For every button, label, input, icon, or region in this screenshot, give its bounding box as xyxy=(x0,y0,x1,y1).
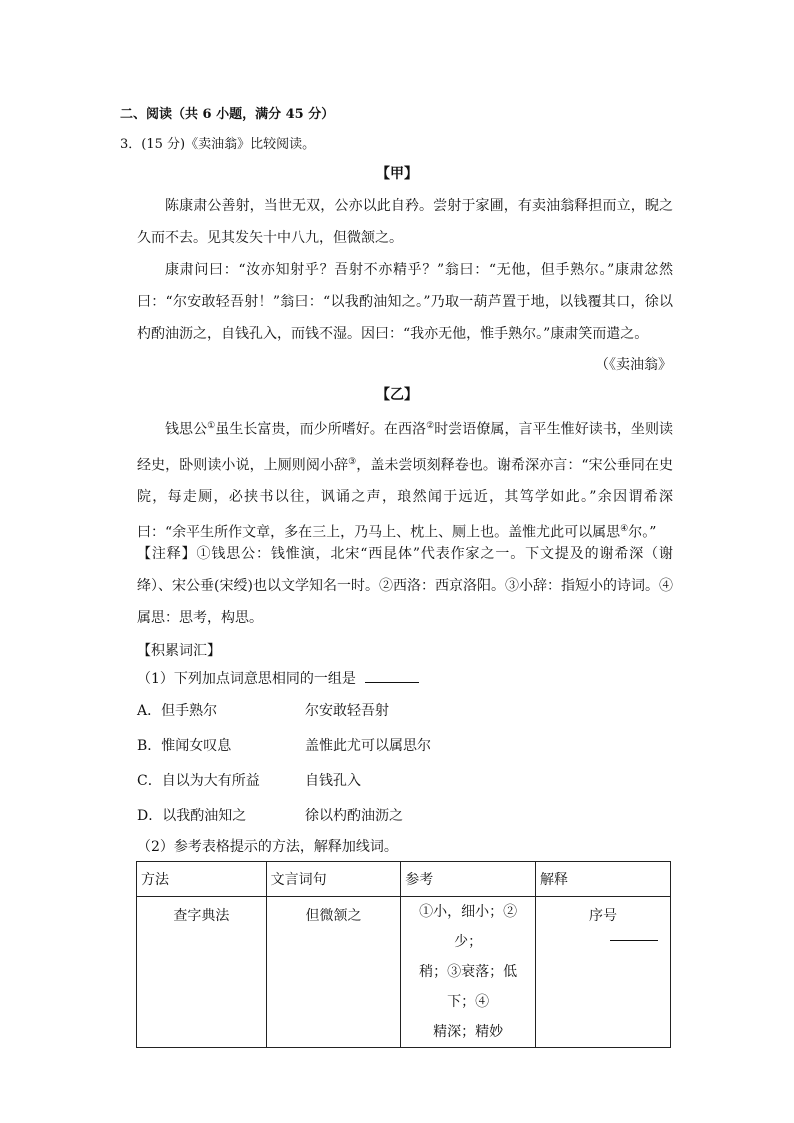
q1-option-a-pair: 尔安敢轻吾射 xyxy=(305,703,389,719)
section-title: 二、阅读（共 6 小题，满分 45 分） xyxy=(120,107,335,122)
q1-answer-blank[interactable] xyxy=(365,670,419,683)
note-marker-1: ① xyxy=(207,421,216,431)
yi-text-4: ，盖未尝顷刻释卷也。谢希深亦言：“宋公垂同在史院，每走厕，必挟书以往，讽诵之声，琅然闻于远近，其笃学如此。”余因谓希深曰：“余平生所作文章，多在三上，乃马上、枕上、厕上也。盖惟尤此可以属思 xyxy=(137,457,674,541)
q1-option-d[interactable]: D．以我酌油知之 xyxy=(137,808,247,824)
cell-reference xyxy=(401,897,536,1048)
table-row xyxy=(137,897,671,1048)
yi-text-5: 尔。” xyxy=(628,524,657,541)
answer-label: 序号 xyxy=(588,908,617,924)
q1-option-d-pair: 徐以杓酌油沥之 xyxy=(305,808,403,824)
jia-paragraph-2: 康肃问曰：“汝亦知射乎？吾射不亦精乎？”翁曰：“无他，但手熟尔。”康肃忿然曰：“尔安敢轻吾射！”翁曰：“以我酌油知之。”乃取一葫芦置于地，以钱覆其口，徐以杓酌油沥之，自钱孔入，而钱不湿。因曰：“我亦无他，惟手熟尔。”康肃笑而遣之。 xyxy=(137,262,673,342)
q1-option-b-pair: 盖惟此尤可以属思尔 xyxy=(305,738,431,754)
note-marker-2: ② xyxy=(426,421,435,431)
yi-text-3: 时尝语僚属，言平生惟好读书，坐则读经史，卧则读小说，上厕则阅小辞 xyxy=(137,421,674,474)
table-header-phrase: 文言词句 xyxy=(266,862,401,897)
table-header-method: 方法 xyxy=(137,862,267,897)
note-marker-4: ④ xyxy=(620,524,629,535)
cell-explanation xyxy=(535,897,670,1048)
q1-option-a[interactable]: A．但手熟尔 xyxy=(137,703,218,719)
annotation-note: 【注释】①钱思公：钱惟演，北宋“西昆体”代表作家之一。下文提及的谢希深（谢绛）、宋公垂(宋绶)也以文学知名一时。②西洛：西京洛阳。③小辞：指短小的诗词。④属思：思考，构思。 xyxy=(137,546,673,626)
reference-line-1: ①小，细小；②少； xyxy=(419,904,518,950)
vocab-header: 【积累词汇】 xyxy=(137,643,221,659)
reference-line-2: 稍；③衰落；低下；④ xyxy=(419,964,518,1010)
answer-blank[interactable] xyxy=(610,939,658,941)
cell-phrase: 但微颔之 xyxy=(266,897,401,1048)
table-header-reference: 参考 xyxy=(401,862,536,897)
yi-header: 【乙】 xyxy=(376,387,418,403)
cell-method: 查字典法 xyxy=(137,897,267,1048)
q2-prompt: （2）参考表格提示的方法，解释加线词。 xyxy=(137,839,398,855)
q1-option-c-pair: 自钱孔入 xyxy=(305,773,361,789)
jia-header: 【甲】 xyxy=(376,166,418,182)
jia-source: （《卖油翁》 xyxy=(595,357,672,373)
reference-line-3: 精深；精妙 xyxy=(433,1024,504,1040)
table-header-explanation: 解释 xyxy=(535,862,670,897)
table-header-row xyxy=(137,862,671,897)
q1-prompt-line xyxy=(137,668,419,688)
q1-option-c[interactable]: C．自以为大有所益 xyxy=(137,773,260,789)
note-marker-3: ③ xyxy=(348,456,357,467)
q1-option-b[interactable]: B．惟闻女叹息 xyxy=(137,738,232,754)
yi-text-2: 虽生长富贵，而少所嗜好。在西洛 xyxy=(215,421,427,438)
q1-prompt: （1）下列加点词意思相同的一组是 xyxy=(137,671,356,687)
jia-paragraph-1: 陈康肃公善射，当世无双，公亦以此自矜。尝射于家圃，有卖油翁释担而立，睨之久而不去。见其发矢十中八九，但微颔之。 xyxy=(137,198,673,246)
yi-paragraph xyxy=(137,410,673,549)
question-title: 3．(15 分)《卖油翁》比较阅读。 xyxy=(120,137,316,152)
yi-text-1: 钱思公 xyxy=(165,421,208,438)
reference-table xyxy=(136,861,671,1048)
